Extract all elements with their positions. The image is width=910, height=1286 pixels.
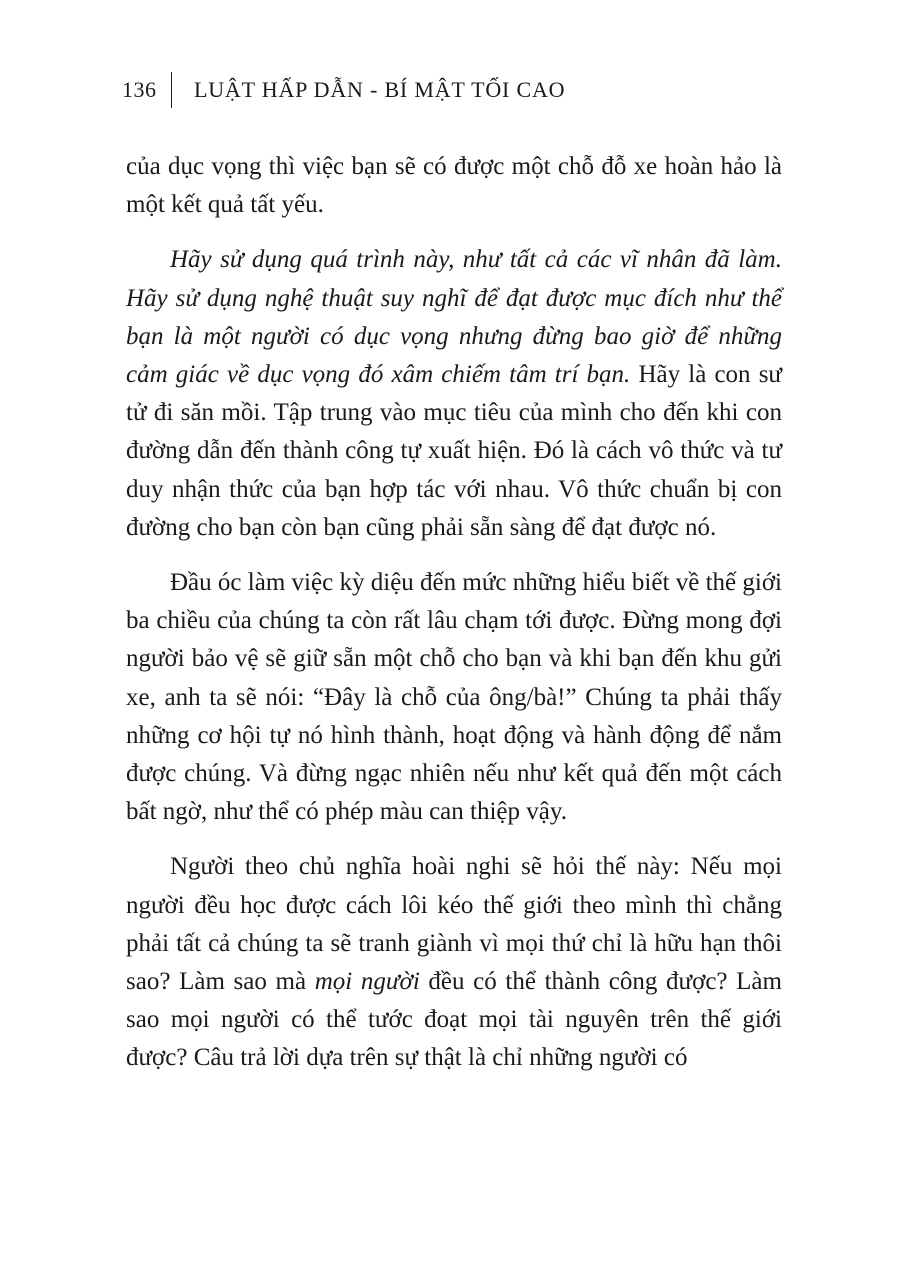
paragraph-2 (126, 241, 782, 547)
emphasis-text: mọi người (314, 968, 420, 996)
header-divider (171, 72, 173, 108)
page-number: 136 (122, 77, 157, 102)
page-header (122, 72, 565, 108)
paragraph-3 (126, 564, 782, 831)
paragraph-1 (126, 148, 782, 224)
paragraph-text: của dục vọng thì việc bạn sẽ có được một chỗ đỗ xe hoàn hảo là một kết quả tất yếu. (126, 153, 782, 219)
running-title: LUẬT HẤP DẪN - BÍ MẬT TỐI CAO (194, 77, 566, 102)
paragraph-text: đều có thể thành công được? Làm sao mọi người có thể tước đoạt mọi tài nguyên trên thế giới được? Câu trả lời dựa trên sự thật là chỉ những người có (126, 968, 782, 1072)
paragraph-italic-text: Hãy sử dụng quá trình này, như tất cả các vĩ nhân đã làm. Hãy sử dụng nghệ thuật suy nghĩ để đạt được mục đích như thể bạn là một người có dục vọng nhưng đừng bao giờ để những cảm giác về dục vọng đó xâm chiếm tâm trí bạn. (126, 246, 782, 389)
paragraph-4 (126, 848, 782, 1077)
paragraph-text: Người theo chủ nghĩa hoài nghi sẽ hỏi thế này: Nếu mọi người đều học được cách lôi kéo thế giới theo mình thì chẳng phải tất cả chúng ta sẽ tranh giành vì mọi thứ chỉ là hữu hạn thôi sao? Làm sao mà (126, 853, 782, 996)
paragraph-text: Đầu óc làm việc kỳ diệu đến mức những hiểu biết về thế giới ba chiều của chúng ta còn rất lâu chạm tới được. Đừng mong đợi người bảo vệ sẽ giữ sẵn một chỗ cho bạn và khi bạn đến khu gửi xe, anh ta sẽ nói: “Đây là chỗ của ông/bà!” Chúng ta phải thấy những cơ hội tự nó hình thành, hoạt động và hành động để nắm được chúng. Và đừng ngạc nhiên nếu như kết quả đến một cách bất ngờ, như thể có phép màu can thiệp vậy. (126, 569, 782, 826)
paragraph-text: Hãy là con sư tử đi săn mồi. Tập trung vào mục tiêu của mình cho đến khi con đường dẫn đến thành công tự xuất hiện. Đó là cách vô thức và tư duy nhận thức của bạn hợp tác với nhau. Vô thức chuẩn bị con đường cho bạn còn bạn cũng phải sẵn sàng để đạt được nó. (126, 361, 782, 541)
body-text (126, 148, 782, 1095)
